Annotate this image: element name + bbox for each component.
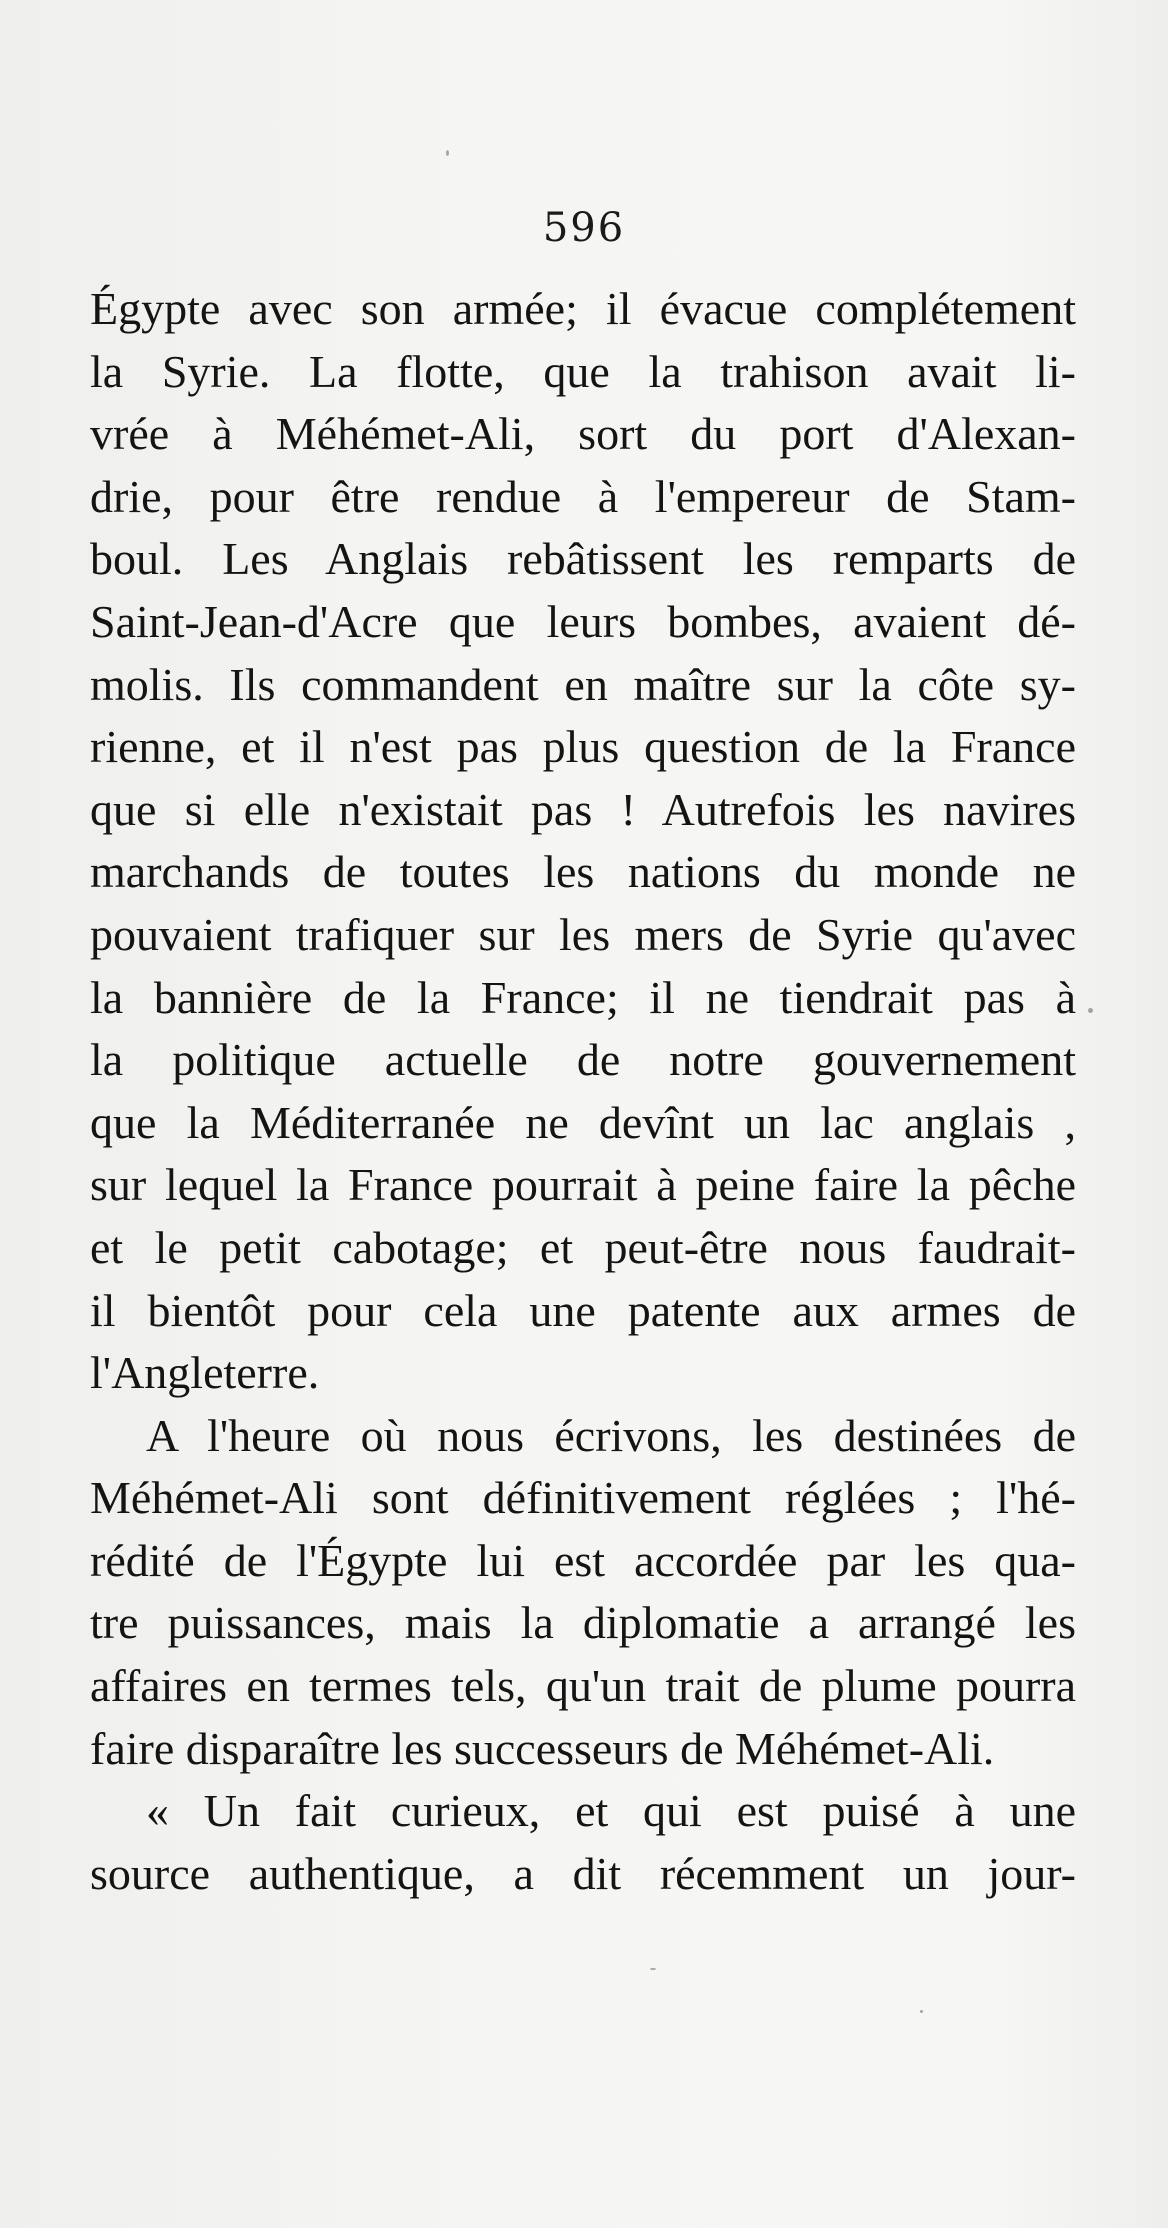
text-line: il bientôt pour cela une patente aux armes de (90, 1284, 1076, 1336)
text-line: la bannière de la France; il ne tiendrait pas à (90, 971, 1076, 1023)
text-line: Méhémet-Ali sont définitivement réglées ; l'hé- (90, 1472, 1076, 1524)
paper-speck (920, 2010, 923, 2013)
paper-speck (1088, 1008, 1093, 1013)
text-line: et le petit cabotage; et peut-être nous faudrait- (90, 1221, 1076, 1273)
text-line: la Syrie. La flotte, que la trahison avait li- (90, 345, 1076, 397)
text-line: molis. Ils commandent en maître sur la côte sy- (90, 658, 1076, 710)
text-line: la politique actuelle de notre gouvernement (90, 1034, 1076, 1086)
page-number: 596 (542, 205, 626, 251)
text-line: Saint-Jean-d'Acre que leurs bombes, avaient dé- (90, 595, 1076, 647)
text-line: l'Angleterre. (90, 1347, 320, 1399)
text-line: boul. Les Anglais rebâtissent les remparts de (90, 533, 1076, 585)
paragraph-start-line: A l'heure où nous écrivons, les destinées de (146, 1409, 1076, 1461)
text-line: marchands de toutes les nations du monde ne (90, 846, 1076, 898)
text-line: rienne, et il n'est pas plus question de la France (90, 721, 1076, 773)
text-line: affaires en termes tels, qu'un trait de plume pourra (90, 1660, 1076, 1712)
text-line: Égypte avec son armée; il évacue complétement (90, 283, 1076, 334)
text-line: que si elle n'existait pas ! Autrefois les navires (90, 783, 1076, 835)
text-line: faire disparaître les successeurs de Méhémet-Ali. (90, 1722, 995, 1774)
text-line: tre puissances, mais la diplomatie a arrangé les (90, 1597, 1076, 1649)
text-line: source authentique, a dit récemment un jour- (90, 1847, 1076, 1899)
text-line: vrée à Méhémet-Ali, sort du port d'Alexan- (90, 408, 1076, 460)
text-line: que la Méditerranée ne devînt un lac anglais , (90, 1096, 1076, 1148)
paragraph-start-line: « Un fait curieux, et qui est puisé à une (146, 1785, 1076, 1837)
text-line: pouvaient trafiquer sur les mers de Syrie qu'avec (90, 908, 1076, 960)
text-line: sur lequel la France pourrait à peine faire la pêche (90, 1159, 1076, 1211)
paper-speck (650, 1968, 656, 1970)
paper-speck (446, 150, 449, 156)
text-line: drie, pour être rendue à l'empereur de Stam- (90, 470, 1076, 522)
body-text (90, 278, 1076, 1905)
text-line: rédité de l'Égypte lui est accordée par les qua- (90, 1534, 1076, 1586)
